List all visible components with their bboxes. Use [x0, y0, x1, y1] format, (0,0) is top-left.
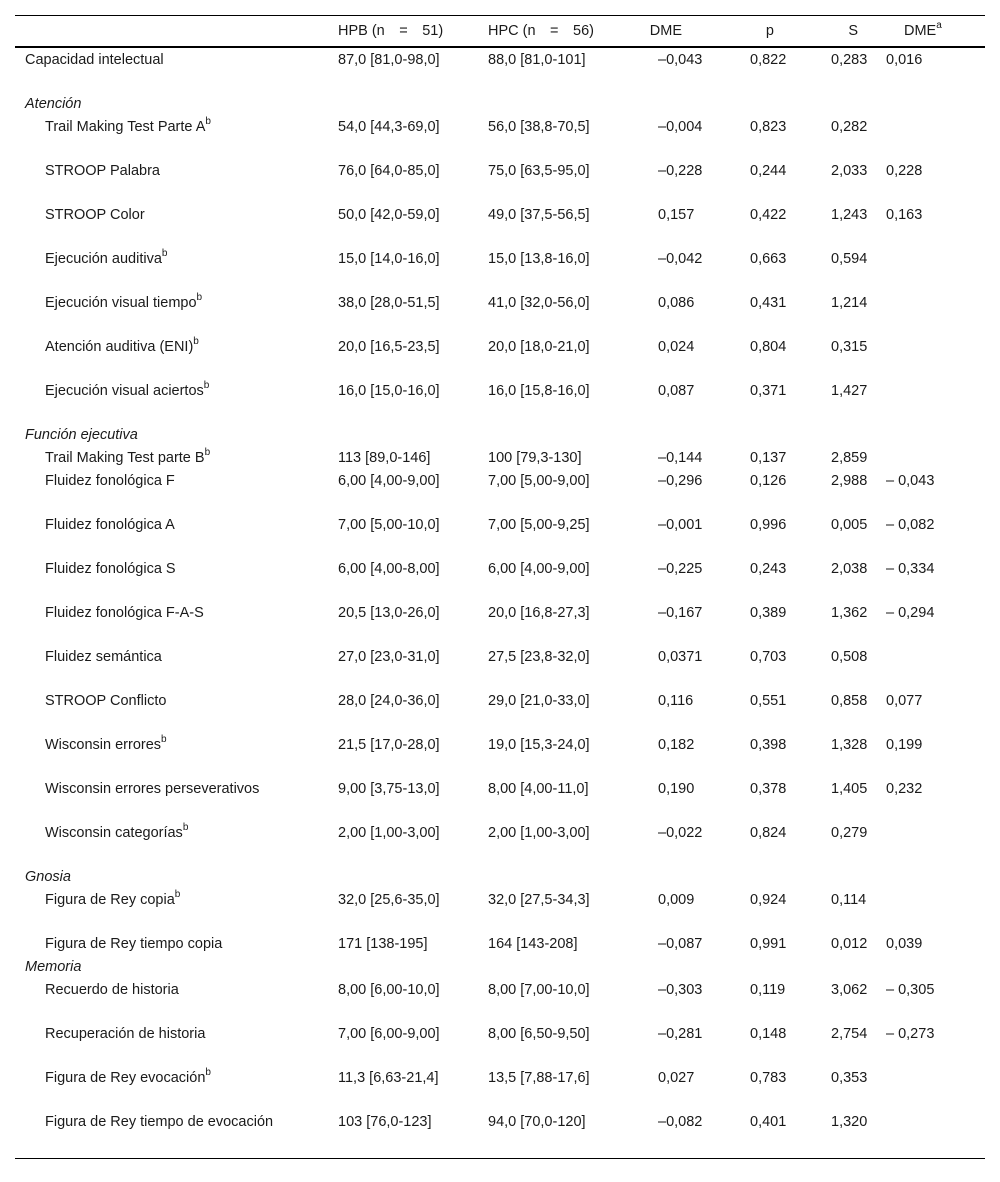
p-value-cell: 0,924: [750, 892, 787, 908]
hpb-value-cell: 15,0 [14,0-16,0]: [338, 251, 440, 267]
hpc-value-cell: 13,5 [7,88-17,6]: [488, 1070, 590, 1086]
dme-value-cell: –0,228: [658, 163, 703, 179]
test-name-cell: [15, 978, 328, 1022]
section-title: Función ejecutiva: [25, 427, 138, 443]
dme-value-cell: 0,009: [658, 892, 695, 908]
header-dme-adjusted: [874, 16, 985, 48]
p-value-cell: 0,783: [750, 1070, 787, 1086]
dme-adjusted-value-cell: – 0,305: [886, 982, 935, 998]
hpb-value-cell: 6,00 [4,00-9,00]: [338, 473, 440, 489]
dme-value-cell: –0,225: [658, 561, 703, 577]
test-name-cell: [15, 888, 328, 932]
table-row: [15, 601, 985, 645]
p-value-cell: 0,137: [750, 450, 787, 466]
test-name-cell: [15, 47, 328, 92]
p-value-cell: 0,991: [750, 936, 787, 952]
hpb-value-cell: 16,0 [15,0-16,0]: [338, 383, 440, 399]
hpb-value-cell: 32,0 [25,6-35,0]: [338, 892, 440, 908]
table-row: [15, 159, 985, 203]
table-row: [15, 1110, 985, 1159]
test-name: STROOP Conflicto: [45, 693, 167, 709]
test-name-cell: [15, 1110, 328, 1159]
table-row: [15, 335, 985, 379]
table-row: [15, 115, 985, 159]
s-value-cell: 1,405: [831, 781, 868, 797]
test-name-cell: [15, 1066, 328, 1110]
test-name-cell: [15, 446, 328, 469]
s-value-cell: 2,859: [831, 450, 868, 466]
dme-adjusted-value-cell: [874, 1066, 985, 1110]
hpc-value-cell: 8,00 [4,00-11,0]: [488, 781, 589, 797]
hpb-value-cell: 76,0 [64,0-85,0]: [338, 163, 440, 179]
table-row: [15, 446, 985, 469]
test-name-cell: [15, 203, 328, 247]
test-name: Wisconsin errores: [45, 737, 162, 753]
dme-adjusted-value-cell: – 0,334: [886, 561, 935, 577]
hpc-value-cell: 49,0 [37,5-56,5]: [488, 207, 590, 223]
table-row: [15, 777, 985, 821]
test-name: Fluidez fonológica S: [45, 561, 176, 577]
hpc-value-cell: 7,00 [5,00-9,00]: [488, 473, 590, 489]
table-row: [15, 978, 985, 1022]
dme-value-cell: –0,281: [658, 1026, 703, 1042]
dme-value-cell: –0,022: [658, 825, 703, 841]
test-name: Fluidez fonológica F-A-S: [45, 605, 204, 621]
test-name: Trail Making Test parte B: [45, 450, 205, 466]
test-name: Fluidez fonológica F: [45, 473, 175, 489]
results-table: [15, 15, 985, 1159]
footnote-marker: b: [196, 292, 203, 304]
test-name-cell: [15, 557, 328, 601]
footnote-marker: b: [161, 248, 168, 260]
dme-value-cell: 0,024: [658, 339, 695, 355]
s-value-cell: 0,283: [831, 52, 868, 68]
hpb-value-cell: 27,0 [23,0-31,0]: [338, 649, 440, 665]
table-row: [15, 379, 985, 423]
test-name: Ejecución auditiva: [45, 251, 162, 267]
hpc-value-cell: 8,00 [7,00-10,0]: [488, 982, 590, 998]
table-row: [15, 247, 985, 291]
p-value-cell: 0,996: [750, 517, 787, 533]
hpb-value-cell: 9,00 [3,75-13,0]: [338, 781, 440, 797]
section-header-row: [15, 423, 985, 446]
hpb-value-cell: 7,00 [6,00-9,00]: [338, 1026, 440, 1042]
footnote-marker: b: [204, 447, 211, 459]
dme-adjusted-value-cell: [874, 888, 985, 932]
s-value-cell: 0,114: [831, 892, 867, 908]
test-name-cell: [15, 291, 328, 335]
dme-value-cell: –0,082: [628, 1110, 710, 1159]
p-value-cell: 0,371: [750, 383, 787, 399]
header-label: [15, 16, 328, 48]
dme-adjusted-value-cell: [874, 1110, 985, 1159]
dme-value-cell: 0,027: [658, 1070, 695, 1086]
test-name-cell: [15, 777, 328, 821]
dme-value-cell: 0,0371: [658, 649, 703, 665]
s-value-cell: 1,427: [831, 383, 868, 399]
footnote-marker: b: [205, 116, 211, 128]
header-row: [15, 16, 985, 48]
table-row: [15, 689, 985, 733]
table-row: [15, 291, 985, 335]
footnote-marker: b: [182, 822, 189, 834]
dme-value-cell: –0,296: [658, 473, 703, 489]
p-value-cell: 0,804: [750, 339, 787, 355]
test-name: Atención auditiva (ENI): [45, 339, 194, 355]
dme-adjusted-value-cell: 0,232: [886, 781, 923, 797]
section-header-row: [15, 865, 985, 888]
dme-value-cell: 0,086: [658, 295, 695, 311]
p-value-cell: 0,551: [750, 693, 787, 709]
s-value-cell: 0,594: [831, 251, 868, 267]
dme-value-cell: –0,042: [658, 251, 703, 267]
hpc-value-cell: 75,0 [63,5-95,0]: [488, 163, 590, 179]
test-name: Fluidez semántica: [45, 649, 162, 665]
test-name: Capacidad intelectual: [25, 52, 164, 68]
hpc-value-cell: 164 [143-208]: [488, 936, 578, 952]
dme-value-cell: –0,004: [658, 119, 703, 135]
hpb-value-cell: 87,0 [81,0-98,0]: [338, 52, 440, 68]
test-name: Fluidez fonológica A: [45, 517, 175, 533]
hpb-value-cell: 6,00 [4,00-8,00]: [338, 561, 440, 577]
hpb-value-cell: 8,00 [6,00-10,0]: [338, 982, 440, 998]
dme-adjusted-value-cell: – 0,294: [886, 605, 935, 621]
hpc-value-cell: 41,0 [32,0-56,0]: [488, 295, 590, 311]
dme-adjusted-value-cell: 0,016: [886, 52, 923, 68]
dme-adjusted-value-cell: 0,077: [886, 693, 923, 709]
test-name-cell: [15, 247, 328, 291]
p-value-cell: 0,823: [750, 119, 787, 135]
s-value-cell: 1,243: [831, 207, 868, 223]
footnote-marker: b: [193, 336, 199, 348]
hpb-value-cell: 11,3 [6,63-21,4]: [338, 1070, 439, 1086]
table-body: [15, 47, 985, 1159]
s-value-cell: 1,362: [831, 605, 868, 621]
section-title: Memoria: [25, 959, 82, 975]
s-value-cell: 0,858: [831, 693, 868, 709]
dme-value-cell: 0,190: [658, 781, 695, 797]
dme-adjusted-value-cell: [874, 821, 985, 865]
dme-adjusted-value-cell: [874, 291, 985, 335]
hpb-value-cell: 54,0 [44,3-69,0]: [338, 119, 440, 135]
dme-value-cell: 0,116: [658, 693, 694, 709]
table-row: [15, 203, 985, 247]
section-title: Atención: [25, 96, 82, 112]
dme-adjusted-value-cell: 0,199: [886, 737, 923, 753]
test-name: Figura de Rey tiempo de evocación: [45, 1114, 274, 1130]
hpc-value-cell: 29,0 [21,0-33,0]: [488, 693, 590, 709]
table-header: [15, 16, 985, 48]
table-row: [15, 1022, 985, 1066]
dme-value-cell: –0,087: [658, 936, 703, 952]
p-value-cell: 0,824: [750, 825, 787, 841]
s-value-cell: 0,282: [831, 119, 868, 135]
hpb-value-cell: 20,0 [16,5-23,5]: [338, 339, 440, 355]
dme-adjusted-value-cell: – 0,082: [886, 517, 935, 533]
dme-adjusted-value-cell: – 0,043: [886, 473, 935, 489]
s-value-cell: 0,315: [831, 339, 868, 355]
hpb-value-cell: 21,5 [17,0-28,0]: [338, 737, 440, 753]
s-value-cell: 0,012: [831, 936, 868, 952]
p-value-cell: 0,703: [750, 649, 787, 665]
hpc-value-cell: 88,0 [81,0-101]: [488, 52, 586, 68]
dme-value-cell: –0,303: [658, 982, 703, 998]
dme-value-cell: –0,043: [658, 52, 703, 68]
table-row: [15, 557, 985, 601]
header-dme: DME: [628, 16, 710, 48]
section-title: Gnosia: [25, 869, 71, 885]
section-header-row: [15, 92, 985, 115]
p-value-cell: 0,378: [750, 781, 787, 797]
dme-adjusted-value-cell: – 0,273: [886, 1026, 935, 1042]
table-row: [15, 733, 985, 777]
dme-value-cell: 0,157: [658, 207, 695, 223]
test-name-cell: [15, 379, 328, 423]
table-row: [15, 932, 985, 955]
s-value-cell: 1,214: [831, 295, 868, 311]
p-value-cell: 0,126: [750, 473, 787, 489]
dme-adjusted-value-cell: [874, 115, 985, 159]
p-value-cell: 0,389: [750, 605, 787, 621]
test-name-cell: [15, 469, 328, 513]
hpb-value-cell: 171 [138-195]: [338, 936, 428, 952]
p-value-cell: 0,431: [750, 295, 787, 311]
dme-value-cell: 0,087: [658, 383, 695, 399]
hpc-value-cell: 7,00 [5,00-9,25]: [488, 517, 590, 533]
dme-value-cell: –0,144: [658, 450, 703, 466]
table-row: [15, 47, 985, 92]
test-name-cell: [15, 115, 328, 159]
test-name-cell: [15, 733, 328, 777]
test-name: Figura de Rey tiempo copia: [45, 936, 223, 952]
hpc-value-cell: 20,0 [18,0-21,0]: [488, 339, 590, 355]
results-table-container: [15, 15, 985, 1159]
test-name-cell: [15, 513, 328, 557]
hpb-value-cell: 50,0 [42,0-59,0]: [338, 207, 440, 223]
hpb-value-cell: 7,00 [5,00-10,0]: [338, 517, 440, 533]
header-p: p: [710, 16, 792, 48]
p-value-cell: 0,244: [750, 163, 787, 179]
test-name-cell: [15, 689, 328, 733]
test-name-cell: [15, 645, 328, 689]
dme-value-cell: 0,182: [658, 737, 695, 753]
p-value-cell: 0,822: [750, 52, 787, 68]
hpc-value-cell: 32,0 [27,5-34,3]: [488, 892, 590, 908]
s-value-cell: 0,005: [831, 517, 868, 533]
p-value-cell: 0,401: [710, 1110, 792, 1159]
dme-adjusted-value-cell: 0,228: [886, 163, 923, 179]
hpb-value-cell: 103 [76,0-123]: [328, 1110, 478, 1159]
table-row: [15, 888, 985, 932]
hpb-value-cell: 38,0 [28,0-51,5]: [338, 295, 440, 311]
test-name: Figura de Rey evocación: [45, 1070, 206, 1086]
test-name: Wisconsin categorías: [45, 825, 183, 841]
test-name: STROOP Color: [45, 207, 145, 223]
test-name: Wisconsin errores perseverativos: [45, 781, 260, 797]
hpb-value-cell: 28,0 [24,0-36,0]: [338, 693, 440, 709]
header-hpb: HPB (n = 51): [328, 16, 478, 48]
hpc-value-cell: 2,00 [1,00-3,00]: [488, 825, 590, 841]
test-name: Recuerdo de historia: [45, 982, 179, 998]
hpb-value-cell: 113 [89,0-146]: [338, 450, 431, 466]
hpc-value-cell: 20,0 [16,8-27,3]: [488, 605, 590, 621]
s-value-cell: 0,508: [831, 649, 868, 665]
dme-adjusted-value-cell: 0,039: [886, 936, 923, 952]
test-name: Recuperación de historia: [45, 1026, 206, 1042]
hpc-value-cell: 16,0 [15,8-16,0]: [488, 383, 590, 399]
p-value-cell: 0,148: [750, 1026, 787, 1042]
table-row: [15, 513, 985, 557]
dme-value-cell: –0,167: [658, 605, 703, 621]
s-value-cell: 1,328: [831, 737, 868, 753]
header-s: S: [792, 16, 874, 48]
hpc-value-cell: 15,0 [13,8-16,0]: [488, 251, 590, 267]
footnote-marker: b: [161, 734, 167, 746]
test-name: Ejecución visual aciertos: [45, 383, 204, 399]
hpc-value-cell: 94,0 [70,0-120]: [478, 1110, 628, 1159]
test-name-cell: [15, 335, 328, 379]
hpc-value-cell: 19,0 [15,3-24,0]: [488, 737, 590, 753]
header-footnote-a: a: [936, 20, 942, 32]
footnote-marker: b: [174, 889, 181, 901]
hpb-value-cell: 2,00 [1,00-3,00]: [338, 825, 440, 841]
dme-adjusted-value-cell: [874, 379, 985, 423]
test-name: Trail Making Test Parte A: [45, 119, 206, 135]
table-row: [15, 645, 985, 689]
s-value-cell: 0,353: [831, 1070, 868, 1086]
p-value-cell: 0,398: [750, 737, 787, 753]
table-row: [15, 821, 985, 865]
s-value-cell: 2,038: [831, 561, 868, 577]
dme-adjusted-value-cell: [874, 335, 985, 379]
hpc-value-cell: 27,5 [23,8-32,0]: [488, 649, 590, 665]
dme-adjusted-value-cell: 0,163: [886, 207, 923, 223]
hpb-value-cell: 20,5 [13,0-26,0]: [338, 605, 440, 621]
s-value-cell: 0,279: [831, 825, 868, 841]
s-value-cell: 2,988: [831, 473, 868, 489]
dme-adjusted-value-cell: [874, 446, 985, 469]
p-value-cell: 0,243: [750, 561, 787, 577]
dme-adjusted-value-cell: [874, 645, 985, 689]
test-name-cell: [15, 1022, 328, 1066]
test-name-cell: [15, 601, 328, 645]
p-value-cell: 0,663: [750, 251, 787, 267]
s-value-cell: 1,320: [792, 1110, 874, 1159]
test-name-cell: [15, 932, 328, 955]
hpc-value-cell: 6,00 [4,00-9,00]: [488, 561, 590, 577]
table-row: [15, 469, 985, 513]
test-name-cell: [15, 159, 328, 203]
hpc-value-cell: 56,0 [38,8-70,5]: [488, 119, 590, 135]
s-value-cell: 2,033: [831, 163, 868, 179]
test-name: Ejecución visual tiempo: [45, 295, 197, 311]
header-hpc: HPC (n = 56): [478, 16, 628, 48]
footnote-marker: b: [205, 1067, 211, 1079]
p-value-cell: 0,422: [750, 207, 787, 223]
test-name: Figura de Rey copia: [45, 892, 175, 908]
footnote-marker: b: [203, 380, 210, 392]
p-value-cell: 0,119: [750, 982, 786, 998]
header-dme-adjusted-label: DME: [904, 23, 937, 39]
table-row: [15, 1066, 985, 1110]
s-value-cell: 2,754: [831, 1026, 868, 1042]
dme-value-cell: –0,001: [658, 517, 703, 533]
s-value-cell: 3,062: [831, 982, 868, 998]
test-name-cell: [15, 821, 328, 865]
dme-adjusted-value-cell: [874, 247, 985, 291]
section-header-row: [15, 955, 985, 978]
hpc-value-cell: 100 [79,3-130]: [488, 450, 582, 466]
test-name: STROOP Palabra: [45, 163, 160, 179]
hpc-value-cell: 8,00 [6,50-9,50]: [488, 1026, 590, 1042]
